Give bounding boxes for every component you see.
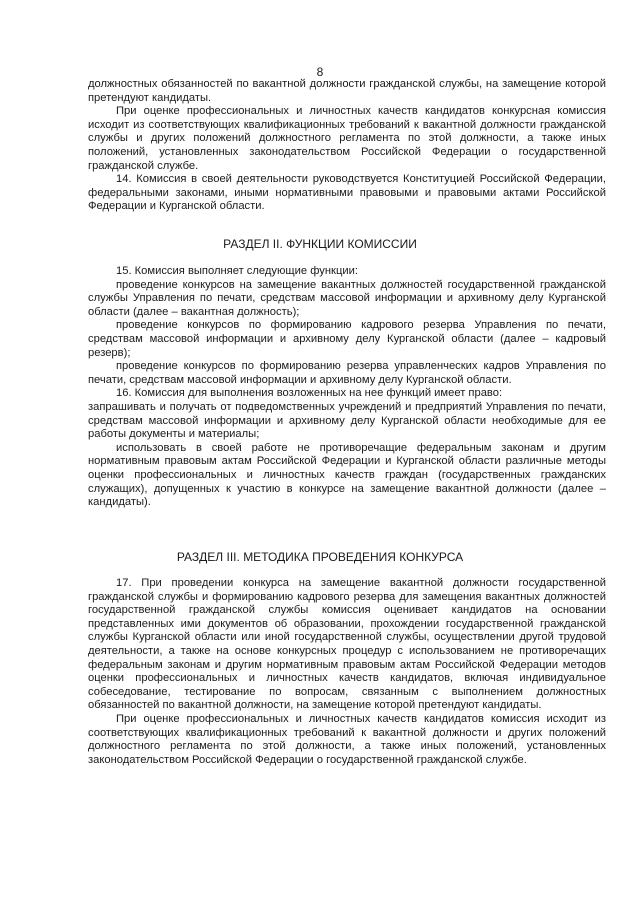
section-3-body	[88, 577, 606, 767]
right-item-request: запрашивать и получать от подведомственных учреждений и предприятий Управления по печати, средствам массовой информации и архивному делу Курганской области необходимые для ее работы документы и материалы;	[88, 400, 606, 441]
page-number: 8	[316, 65, 324, 79]
right-item-methods: использовать в своей работе не противоречащие федеральным законам и другим нормативным правовым актам Российской Федерации и Курганской области различные методы оценки профессиональных и личностных качеств граждан (государственных гражданских служащих), допущенных к участию в конкурсе на замещение вакантной должности (далее – кандидаты).	[88, 441, 606, 509]
paragraph-17: 17. При проведении конкурса на замещение вакантной должности государственной гражданской службы и формированию кадрового резерва для замещения вакантных должностей государственной гражданской службы комиссия оценивает кандидатов на основании представленных ими документов об образовании, прохождении государственной гражданской службы Курганской области или иной государственной службы, осуществлении другой трудовой деятельности, а также на основе конкурсных процедур с использованием не противоречащих федеральным законам и другим нормативным правовым актам Российской Федерации методов оценки профессиональных и личностных качеств кандидатов, включая индивидуальное собеседование, тестирование по вопросам, связанным с выполнением должностных обязанностей по вакантной должности, на замещение которой претендуют кандидаты.	[88, 577, 606, 712]
paragraph-evaluation-2: При оценке профессиональных и личностных качеств кандидатов комиссия исходит из соответствующих квалификационных требований к вакантной должности и других положений должностного регламента по этой должности, а также иных положений, установленных законодательством Российской Федерации о государственной гражданской службе.	[88, 712, 606, 766]
paragraph-evaluation: При оценке профессиональных и личностных качеств кандидатов конкурсная комиссия исходит из соответствующих квалификационных требований к вакантной должности гражданской службы и других положений должностного регламента по этой должности, а также иных положений, установленных законодательством Российской Федерации о государственной гражданской службе.	[88, 105, 606, 172]
section-2-heading: РАЗДЕЛ II. ФУНКЦИИ КОМИССИИ	[223, 237, 417, 251]
function-item-personnel-reserve: проведение конкурсов по формированию кадрового резерва Управления по печати, средствам массовой информации и архивному делу Курганской области (далее – кадровый резерв);	[88, 319, 606, 359]
function-item-management-reserve: проведение конкурсов по формированию резерва управленческих кадров Управления по печати, средствам массовой информации и архивному делу Курганской области.	[88, 360, 606, 386]
intro-block	[88, 78, 606, 214]
function-item-vacancies: проведение конкурсов на замещение вакантных должностей государственной гражданской службы Управления по печати, средствам массовой информации и архивному делу Курганской области (далее – вакантная должность);	[88, 278, 606, 318]
paragraph-continuation: должностных обязанностей по вакантной должности гражданской службы, на замещение которой претендуют кандидаты.	[88, 78, 606, 104]
paragraph-16: 16. Комиссия для выполнения возложенных на нее функций имеет право:	[116, 387, 503, 400]
paragraph-14: 14. Комиссия в своей деятельности руководствуется Конституцией Российской Федерации, федеральными законами, иными нормативными правовыми и правовыми актами Российской Федерации и Курганской области.	[88, 173, 606, 213]
section-2-body	[88, 265, 606, 510]
paragraph-15: 15. Комиссия выполняет следующие функции:	[116, 265, 358, 277]
section-3-heading: РАЗДЕЛ III. МЕТОДИКА ПРОВЕДЕНИЯ КОНКУРСА	[176, 550, 464, 564]
